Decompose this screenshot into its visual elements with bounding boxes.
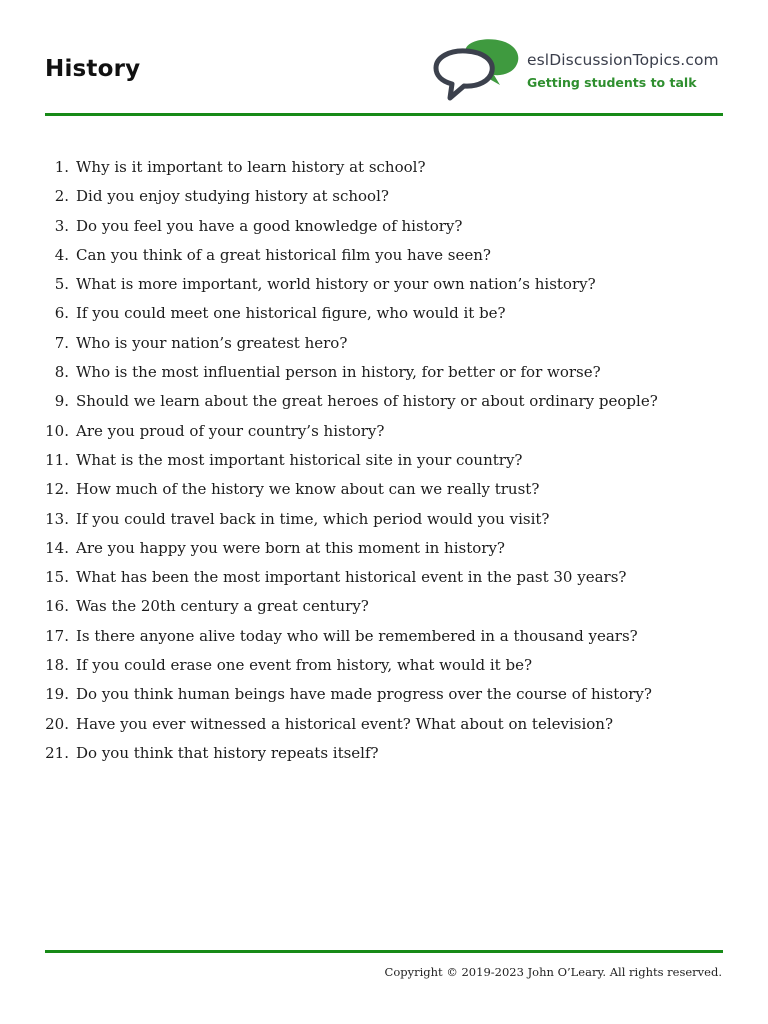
question-text: What is more important, world history or your own nation’s history? bbox=[76, 275, 596, 294]
question-text: Do you think human beings have made progress over the course of history? bbox=[76, 685, 652, 704]
question-text: How much of the history we know about can we really trust? bbox=[76, 480, 540, 499]
header-divider bbox=[45, 113, 723, 116]
copyright-notice: Copyright © 2019-2023 John O’Leary. All rights reserved. bbox=[384, 965, 722, 979]
question-text: If you could meet one historical figure, who would it be? bbox=[76, 304, 506, 323]
list-item bbox=[45, 299, 705, 328]
question-number: 17. bbox=[45, 626, 69, 645]
question-text: Was the 20th century a great century? bbox=[76, 597, 369, 616]
list-item bbox=[45, 563, 705, 592]
question-text: Have you ever witnessed a historical event? What about on television? bbox=[76, 714, 614, 733]
site-logo bbox=[428, 38, 728, 108]
question-number: 1. bbox=[54, 158, 69, 176]
list-item bbox=[45, 182, 705, 211]
question-text: Who is your nation’s greatest hero? bbox=[76, 333, 348, 352]
list-item bbox=[45, 153, 705, 182]
list-item bbox=[45, 270, 705, 299]
question-number: 20. bbox=[45, 714, 69, 733]
question-number: 7. bbox=[54, 333, 69, 352]
list-item bbox=[45, 534, 705, 563]
question-number: 18. bbox=[45, 656, 69, 675]
list-item bbox=[45, 387, 705, 416]
question-number: 13. bbox=[45, 509, 69, 528]
question-text: If you could travel back in time, which period would you visit? bbox=[76, 509, 550, 528]
question-number: 6. bbox=[54, 304, 69, 323]
question-number: 15. bbox=[45, 568, 69, 587]
question-text: Should we learn about the great heroes of history or about ordinary people? bbox=[76, 392, 658, 411]
question-number: 8. bbox=[54, 363, 69, 382]
question-text: Do you think that history repeats itself? bbox=[76, 743, 379, 762]
logo-site-name: eslDiscussionTopics.com bbox=[527, 51, 719, 69]
question-text: If you could erase one event from history, what would it be? bbox=[76, 656, 532, 675]
question-list bbox=[45, 153, 705, 768]
question-number: 12. bbox=[45, 480, 69, 499]
list-item bbox=[45, 710, 705, 739]
list-item bbox=[45, 358, 705, 387]
question-text: Why is it important to learn history at school? bbox=[76, 158, 426, 176]
question-number: 11. bbox=[45, 450, 69, 469]
list-item bbox=[45, 592, 705, 621]
speech-bubbles-icon bbox=[428, 38, 524, 106]
list-item bbox=[45, 329, 705, 358]
list-item bbox=[45, 622, 705, 651]
question-text: What is the most important historical site in your country? bbox=[76, 450, 523, 469]
list-item bbox=[45, 241, 705, 270]
question-number: 16. bbox=[45, 597, 69, 616]
page-title: History bbox=[45, 56, 141, 82]
question-number: 14. bbox=[45, 538, 69, 557]
question-number: 21. bbox=[45, 743, 69, 762]
list-item bbox=[45, 475, 705, 504]
question-number: 4. bbox=[54, 245, 69, 264]
list-item bbox=[45, 417, 705, 446]
list-item bbox=[45, 739, 705, 768]
list-item bbox=[45, 212, 705, 241]
list-item bbox=[45, 651, 705, 680]
question-text: Who is the most influential person in history, for better or for worse? bbox=[76, 363, 601, 382]
question-number: 19. bbox=[45, 685, 69, 704]
question-text: Is there anyone alive today who will be remembered in a thousand years? bbox=[76, 626, 638, 645]
question-text: What has been the most important historical event in the past 30 years? bbox=[76, 568, 627, 587]
list-item bbox=[45, 505, 705, 534]
question-number: 9. bbox=[54, 392, 69, 411]
list-item bbox=[45, 680, 705, 709]
list-item bbox=[45, 446, 705, 475]
question-text: Are you happy you were born at this moment in history? bbox=[76, 538, 505, 557]
question-number: 2. bbox=[54, 187, 69, 206]
logo-tagline: Getting students to talk bbox=[527, 75, 697, 90]
question-number: 10. bbox=[45, 421, 69, 440]
question-text: Can you think of a great historical film you have seen? bbox=[76, 245, 491, 264]
footer-divider bbox=[45, 950, 723, 953]
question-text: Are you proud of your country’s history? bbox=[76, 421, 385, 440]
question-number: 3. bbox=[54, 216, 69, 235]
question-text: Do you feel you have a good knowledge of history? bbox=[76, 216, 463, 235]
question-number: 5. bbox=[54, 275, 69, 294]
question-text: Did you enjoy studying history at school? bbox=[76, 187, 389, 206]
